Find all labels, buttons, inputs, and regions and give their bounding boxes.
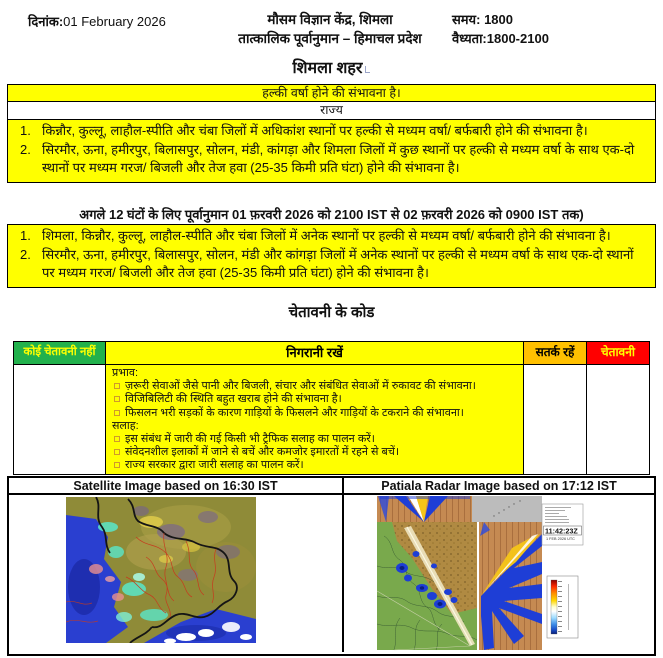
advice-item bbox=[112, 459, 517, 472]
validity-label: वैध्यता: bbox=[452, 31, 487, 46]
list-item bbox=[20, 227, 649, 246]
time-validity bbox=[452, 10, 549, 48]
advice-item bbox=[112, 433, 517, 446]
advice-label: सलाह: bbox=[112, 419, 139, 432]
bullet-square-icon bbox=[114, 436, 120, 442]
level-be-alert: सतर्क रहें bbox=[523, 342, 586, 364]
org-title bbox=[160, 10, 500, 48]
warning-codes-heading: चेतावनी के कोड bbox=[288, 304, 375, 321]
radar-image-cell bbox=[344, 495, 654, 652]
impact-item bbox=[112, 393, 517, 406]
item-text: शिमला, किन्नौर, कुल्लू, लाहौल-स्पीति और चंबा जिलों में अनेक स्थानों पर हल्की से मध्यम वर्षा/ बर्फबारी होने की संभावना है। bbox=[42, 228, 611, 243]
radar-caption: Patiala Radar Image based on 17:12 IST bbox=[381, 479, 617, 493]
nowcast-items bbox=[7, 120, 656, 183]
warning-levels-row bbox=[14, 342, 649, 364]
city-heading-text: शिमला शहर bbox=[292, 60, 363, 77]
list-item bbox=[20, 246, 649, 283]
bullet-square-icon bbox=[114, 396, 120, 402]
advice-item bbox=[112, 446, 517, 459]
satellite-caption: Satellite Image based on 16:30 IST bbox=[9, 478, 344, 493]
warning-codes-table bbox=[13, 341, 650, 475]
next12-table bbox=[7, 224, 656, 288]
level-warning: चेतावनी bbox=[586, 342, 649, 364]
item-text: किन्नौर, कुल्लू, लाहौल-स्पीति और चंबा जिलों में अधिकांश स्थानों पर हल्की से मध्यम वर्षा/ बर्फबारी होने की संभावना है। bbox=[42, 123, 588, 138]
watch-details bbox=[105, 364, 523, 474]
bulletin-header bbox=[0, 8, 663, 56]
impact-text: ज़रूरी सेवाओं जैसे पानी और बिजली, संचार और संबंधित सेवाओं में रुकावट की संभावना। bbox=[125, 380, 476, 393]
bullet-square-icon bbox=[114, 462, 120, 468]
level-watch: निगरानी रखें bbox=[105, 342, 523, 364]
next12-heading: अगले 12 घंटों के लिए पूर्वानुमान 01 फ़रवरी 2026 को 2100 IST से 02 फ़रवरी 2026 को 0900 IST तक) bbox=[79, 207, 584, 222]
list-item bbox=[20, 122, 649, 141]
item-number: 2. bbox=[20, 246, 31, 262]
impact-text: फिसलन भरी सड़कों के कारण गाड़ियों के फिसलने और गाड़ियों के टकराने की संभावना। bbox=[125, 406, 464, 419]
date-value: 01 February 2026 bbox=[63, 14, 166, 29]
item-number: 2. bbox=[20, 141, 31, 157]
item-number: 1. bbox=[20, 123, 31, 138]
org-line2: तात्कालिक पूर्वानुमान – हिमाचल प्रदेश bbox=[238, 31, 422, 46]
list-item bbox=[20, 141, 649, 178]
radar-image bbox=[344, 496, 655, 651]
city-heading bbox=[0, 56, 663, 78]
nowcast-table bbox=[7, 84, 656, 183]
advice-text: राज्य सरकार द्वारा जारी सलाह का पालन करें। bbox=[125, 459, 304, 472]
paragraph-mark-icon bbox=[365, 66, 370, 73]
nowcast-banner: हल्की वर्षा होने की संभावना है। bbox=[7, 84, 656, 102]
imagery-table bbox=[7, 476, 656, 656]
time-label: समय: bbox=[452, 12, 481, 27]
bullet-square-icon bbox=[114, 449, 120, 455]
validity-value: 1800-2100 bbox=[486, 31, 549, 46]
warning-detail-row bbox=[14, 364, 649, 474]
bullet-square-icon bbox=[114, 383, 120, 389]
level-no-warning: कोई चेतावनी नहीं bbox=[14, 342, 105, 364]
date-line bbox=[28, 12, 166, 30]
empty-cell bbox=[586, 364, 649, 474]
impact-item bbox=[112, 380, 517, 393]
satellite-image-cell bbox=[9, 495, 344, 652]
item-text: सिरमौर, ऊना, हमीरपुर, बिलासपुर, सोलन, मंडी और कांगड़ा जिलों में अनेक स्थानों पर हल्की से मध्यम वर्षा के साथ एक-दो स्थानों पर मध्यम गरज/ बिजली और तेज हवा (25-35 किमी प्रति घंटा) होने की संभावना है। bbox=[42, 246, 634, 280]
org-line1: मौसम विज्ञान केंद्र, शिमला bbox=[267, 12, 393, 27]
imagery-captions bbox=[9, 478, 654, 495]
empty-cell bbox=[523, 364, 586, 474]
time-value: 1800 bbox=[484, 12, 513, 27]
item-number: 1. bbox=[20, 228, 31, 243]
advice-text: संवेदनशील इलाकों में जाने से बचें और कमजोर इमारतों में रहने से बचें। bbox=[125, 446, 399, 459]
radar-timestamp: 11:42:23Z bbox=[545, 526, 578, 536]
bullet-square-icon bbox=[114, 410, 120, 416]
advice-text: इस संबंध में जारी की गई किसी भी ट्रैफिक सलाह का पालन करें। bbox=[125, 433, 375, 446]
impact-text: विजिबिलिटी की स्थिति बहुत खराब होने की संभावना है। bbox=[125, 393, 342, 406]
region-label: राज्य bbox=[7, 102, 656, 120]
radar-date: 1 FEB 2026 UTC bbox=[546, 537, 575, 541]
empty-cell bbox=[14, 364, 105, 474]
satellite-image bbox=[66, 497, 256, 643]
item-text: सिरमौर, ऊना, हमीरपुर, बिलासपुर, सोलन, मंडी, कांगड़ा और शिमला जिलों में कुछ स्थानों पर हल्की से मध्यम वर्षा के साथ एक-दो स्थानों पर मध्यम गरज/ बिजली और तेज हवा (25-35 किमी प्रति घंटा) होने की संभावना है। bbox=[42, 141, 635, 175]
impact-label: प्रभाव: bbox=[112, 367, 139, 379]
impact-item bbox=[112, 407, 517, 420]
date-label: दिनांक: bbox=[28, 14, 64, 29]
